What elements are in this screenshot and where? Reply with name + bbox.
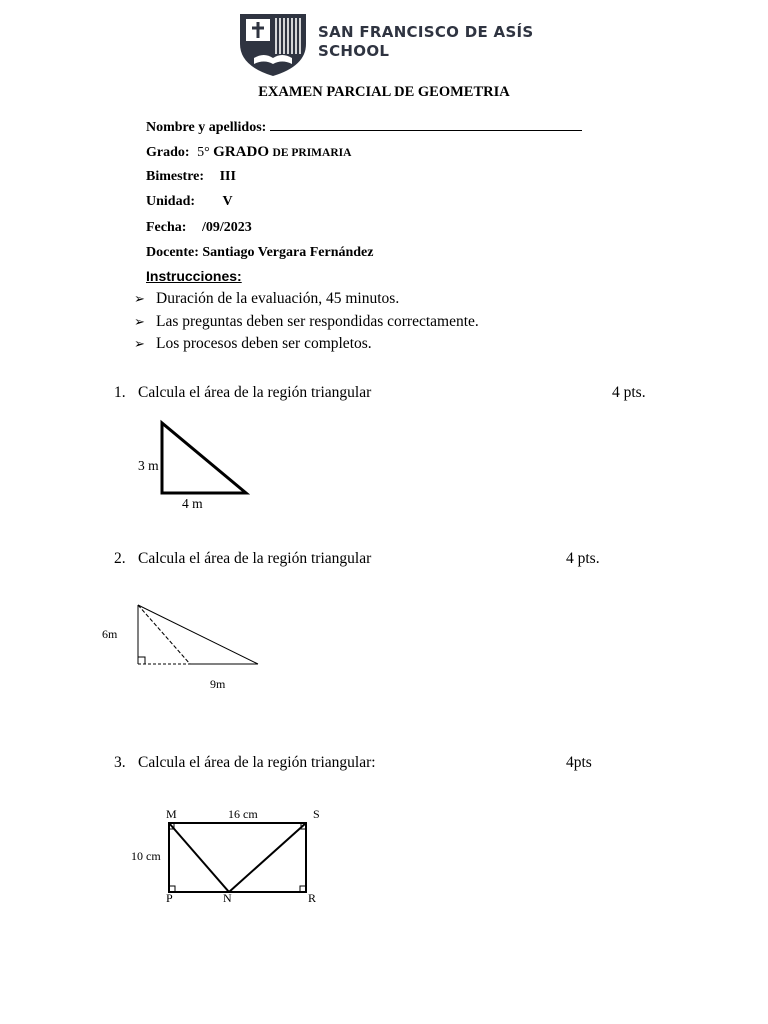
teacher-value: Santiago Vergara Fernández [202, 245, 374, 260]
q3-side-length: 10 cm [131, 849, 161, 863]
date-value: /09/2023 [201, 220, 252, 235]
q1-base-label: 4 m [182, 496, 203, 511]
instructions-heading: Instrucciones: [146, 268, 242, 284]
instruction-item: ➢ Los procesos deben ser completos. [134, 335, 372, 352]
date-field [146, 220, 252, 236]
grade-field [146, 144, 351, 161]
instruction-item: ➢ Duración de la evaluación, 45 minutos. [134, 290, 400, 307]
school-name-line1: SAN FRANCISCO DE ASÍS [318, 23, 534, 41]
q2-base-label: 9m [210, 677, 226, 691]
question-3: 3. Calcula el área de la región triangular: [114, 754, 376, 771]
name-field [146, 118, 582, 136]
arrow-bullet-icon: ➢ [134, 291, 145, 306]
arrow-bullet-icon: ➢ [134, 314, 145, 329]
unit-label: Unidad: [146, 194, 196, 209]
question-1: 1. Calcula el área de la región triangular [114, 384, 372, 401]
grade-label: Grado: [146, 145, 190, 160]
question-3-points: 4pts [566, 754, 592, 771]
instruction-item: ➢ Las preguntas deben ser respondidas correctamente. [134, 313, 479, 330]
bimester-field [146, 169, 236, 185]
q3-vertex-r: R [308, 891, 317, 905]
teacher-label: Docente: [146, 245, 199, 260]
q2-height-label: 6m [102, 627, 118, 641]
bimester-value: III [219, 169, 236, 184]
q3-top-length: 16 cm [228, 807, 258, 821]
unit-value: V [222, 194, 233, 209]
question-2-points: 4 pts. [566, 550, 600, 567]
question-3-rectangle-figure [160, 815, 320, 900]
name-label: Nombre y apellidos: [146, 120, 267, 135]
q3-vertex-n: N [223, 891, 232, 905]
bimester-label: Bimestre: [146, 169, 205, 184]
question-1-triangle-figure [150, 418, 260, 500]
grade-value-c: DE PRIMARIA [272, 147, 352, 159]
arrow-bullet-icon: ➢ [134, 336, 145, 351]
grade-value-a: 5° [197, 145, 210, 160]
teacher-field [146, 245, 373, 261]
name-blank-line[interactable] [270, 118, 582, 131]
exam-title: EXAMEN PARCIAL DE GEOMETRIA [258, 84, 510, 100]
unit-field [146, 194, 233, 210]
question-1-points: 4 pts. [612, 384, 646, 401]
grade-value-b: GRADO [213, 144, 270, 160]
school-name-line2: SCHOOL [318, 42, 390, 60]
question-2: 2. Calcula el área de la región triangular [114, 550, 372, 567]
q3-vertex-s: S [313, 807, 320, 821]
q3-vertex-m: M [166, 807, 177, 821]
q3-vertex-p: P [166, 891, 173, 905]
school-shield-logo [240, 14, 306, 76]
question-2-triangle-figure [130, 600, 270, 670]
date-label: Fecha: [146, 220, 187, 235]
q1-height-label: 3 m [138, 458, 159, 473]
